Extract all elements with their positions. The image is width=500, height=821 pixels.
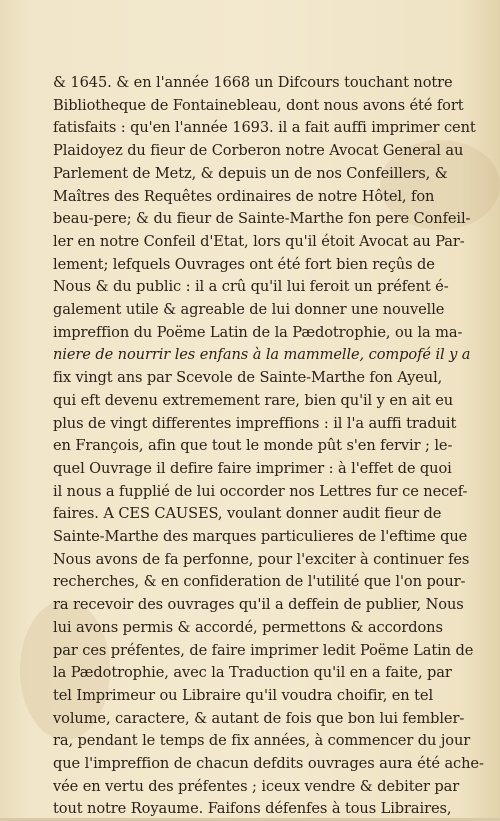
text-line: vée en vertu des préfentes ; iceux vendre & debiter par: [53, 777, 460, 795]
text-line: lui avons permis & accordé, permettons & accordons: [53, 618, 443, 636]
text-line: ra recevoir des ouvrages qu'il a deffein de publier, Nous: [53, 596, 464, 614]
text-line: tout notre Royaume. Faifons défenfes à tous Libraires,: [53, 800, 452, 818]
text-line: beau-pere; & du fieur de Sainte-Marthe fon pere Confeil-: [53, 210, 471, 228]
text-line: la Pædotrophie, avec la Traduction qu'il en a faite, par: [53, 664, 452, 682]
text-line: fatisfaits : qu'en l'année 1693. il a fait auffi imprimer cent: [53, 119, 476, 137]
text-line: ler en notre Confeil d'Etat, lors qu'il étoit Avocat au Par-: [53, 232, 465, 250]
text-line: il nous a fupplié de lui occorder nos Lettres fur ce necef-: [53, 482, 468, 500]
text-line: fix vingt ans par Scevole de Sainte-Marthe fon Ayeul,: [53, 369, 443, 387]
text-line: qui eft devenu extremement rare, bien qu'il y en ait eu: [53, 391, 454, 409]
text-line: en François, afin que tout le monde pût s'en fervir ; le-: [53, 437, 453, 455]
text-line: galement utile & agreable de lui donner une nouvelle: [53, 301, 445, 318]
text-line: Parlement de Metz, & depuis un de nos Confeillers, &: [53, 164, 448, 182]
text-line: Nous avons de fa perfonne, pour l'exciter à continuer fes: [53, 550, 470, 568]
text-line: que l'impreffion de chacun defdits ouvrages aura été ache-: [53, 755, 484, 772]
text-line: & 1645. & en l'année 1668 un Difcours touchant notre: [53, 74, 453, 91]
text-line: Bibliotheque de Fontainebleau, dont nous avons été fort: [53, 96, 464, 114]
text-line: par ces préfentes, de faire imprimer ledit Poëme Latin de: [53, 641, 474, 659]
text-line: impreffion du Poëme Latin de la Pædotrophie, ou la ma-: [53, 323, 463, 341]
text-line: faires. A CES CAUSES, voulant donner audit fieur de: [53, 505, 442, 523]
text-line: lement; lefquels Ouvrages ont été fort bien reçûs de: [53, 255, 435, 273]
text-line: Sainte-Marthe des marques particulieres de l'eftime que: [53, 528, 468, 545]
text-line: Plaidoyez du fieur de Corberon notre Avocat General au: [53, 142, 464, 160]
text-line: quel Ouvrage il defire faire imprimer : à l'effet de quoi: [53, 459, 452, 477]
text-line: tel Imprimeur ou Libraire qu'il voudra choifir, en tel: [53, 686, 434, 704]
text-line: niere de nourrir les enfans à la mammelle, compofé il y a: [53, 346, 471, 364]
text-line: Maîtres des Requêtes ordinaires de notre Hôtel, fon: [53, 187, 435, 205]
text-line: recherches, & en confideration de l'utilité que l'on pour-: [53, 573, 466, 591]
text-line: volume, caractere, & autant de fois que bon lui fembler-: [53, 709, 465, 727]
text-line: Nous & du public : il a crû qu'il lui feroit un préfent é-: [53, 278, 449, 296]
text-line: ra, pendant le temps de fix années, à commencer du jour: [53, 732, 471, 750]
text-line: plus de vingt differentes impreffions : il l'a auffi traduit: [53, 414, 457, 432]
